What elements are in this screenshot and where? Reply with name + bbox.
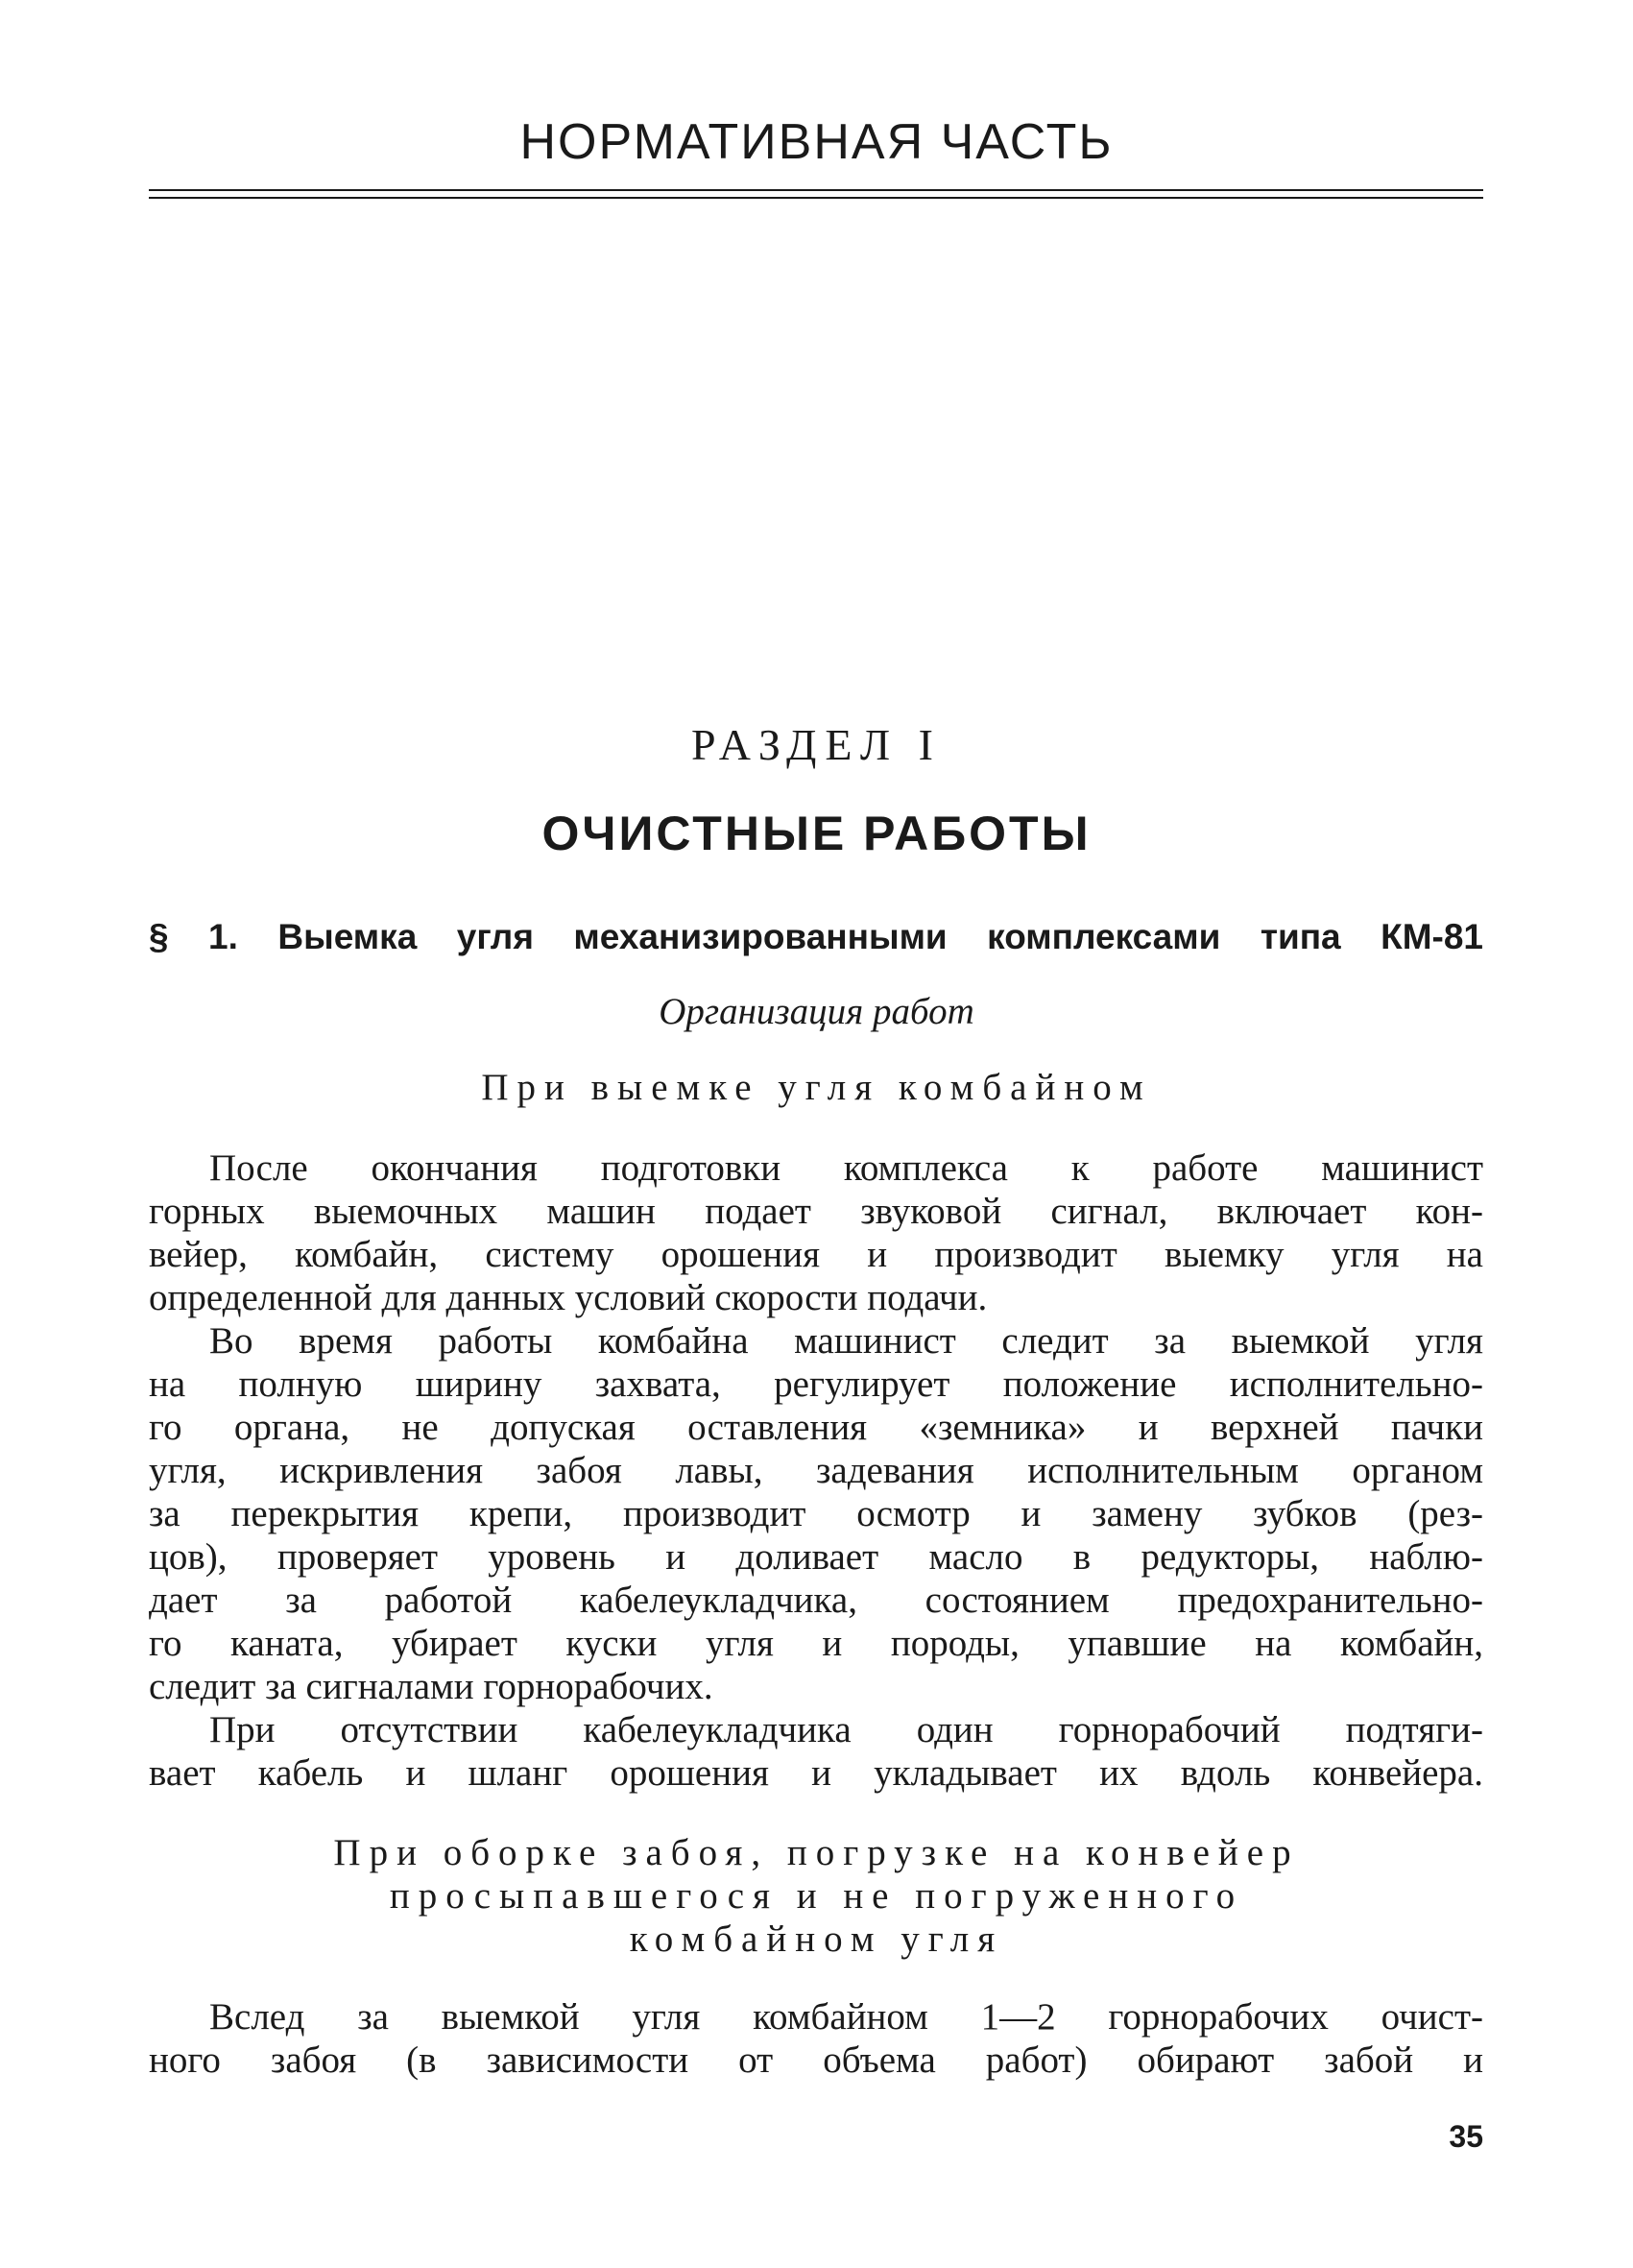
subheading-combine-mining: При выемке угля комбайном <box>481 1067 1152 1108</box>
body-line: следит за сигналами горнорабочих. <box>149 1666 713 1707</box>
body-line: угля, искривления забоя лавы, задевания исполнительным органом <box>149 1450 1483 1491</box>
header-rule-top <box>149 189 1483 191</box>
subheading-face-cleanup-line: просыпавшегося и не погруженного <box>389 1875 1244 1917</box>
body-line: горных выемочных машин подает звуковой сигнал, включает кон- <box>149 1191 1483 1232</box>
body-line: за перекрытия крепи, производит осмотр и замену зубков (рез- <box>149 1493 1483 1534</box>
header-rule-bottom <box>149 197 1483 199</box>
body-line: вейер, комбайн, систему орошения и производит выемку угля на <box>149 1234 1483 1275</box>
running-head: НОРМАТИВНАЯ ЧАСТЬ <box>519 114 1114 170</box>
paragraph-heading: § 1. Выемка угля механизированными комплексами типа КМ-81 <box>149 917 1483 956</box>
subheading-face-cleanup-line: При оборке забоя, погрузке на конвейер <box>333 1832 1300 1873</box>
body-line: на полную ширину захвата, регулирует положение исполнительно- <box>149 1363 1483 1405</box>
body-line: При отсутствии кабелеукладчика один горнорабочий подтяги- <box>209 1709 1483 1750</box>
body-line: го органа, не допуская оставления «земника» и верхней пачки <box>149 1407 1483 1448</box>
body-line: вает кабель и шланг орошения и укладывает их вдоль конвейера. <box>149 1752 1483 1794</box>
body-line: определенной для данных условий скорости подачи. <box>149 1277 988 1318</box>
body-line: Во время работы комбайна машинист следит за выемкой угля <box>209 1320 1483 1362</box>
subheading-face-cleanup-line: комбайном угля <box>629 1918 1004 1960</box>
body-line: го каната, убирает куски угля и породы, упавшие на комбайн, <box>149 1623 1483 1664</box>
page-number: 35 <box>1449 2119 1483 2154</box>
section-label: РАЗДЕЛ I <box>691 720 942 769</box>
body-line: После окончания подготовки комплекса к работе машинист <box>209 1147 1483 1189</box>
section-title: ОЧИСТНЫЕ РАБОТЫ <box>541 807 1092 860</box>
body-line: дает за работой кабелеукладчика, состоянием предохранительно- <box>149 1580 1483 1621</box>
body-line: Вслед за выемкой угля комбайном 1—2 горнорабочих очист- <box>209 1996 1483 2038</box>
body-line: ного забоя (в зависимости от объема работ) обирают забой и <box>149 2039 1483 2081</box>
body-line: цов), проверяет уровень и доливает масло в редукторы, наблю- <box>149 1536 1483 1578</box>
organization-heading: Организация работ <box>659 991 974 1032</box>
